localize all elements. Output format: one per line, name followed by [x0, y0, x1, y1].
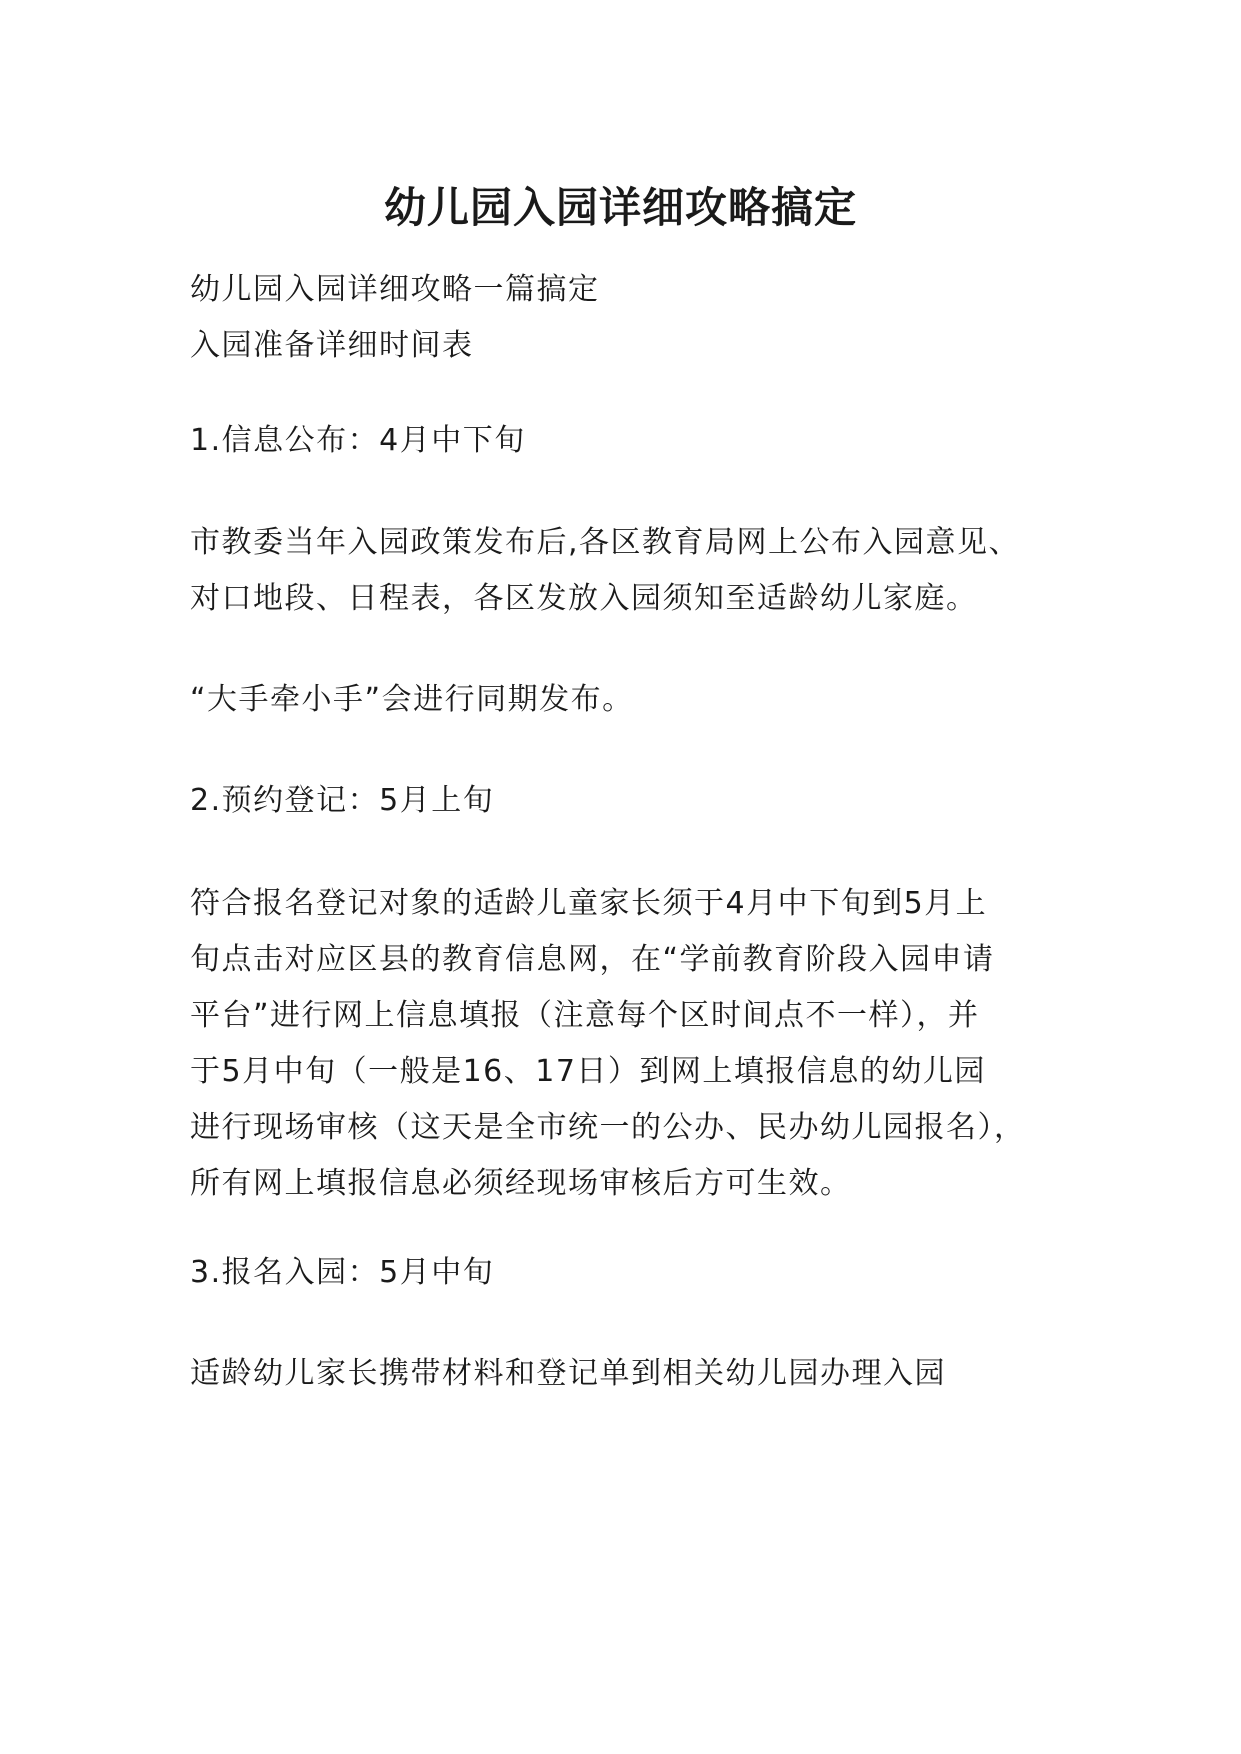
document-subtitle: 幼儿园入园详细攻略一篇搞定 — [190, 272, 600, 307]
section2-line6: 所有网上填报信息必须经现场审核后方可生效。 — [190, 1166, 852, 1201]
intro-block — [190, 262, 1070, 374]
section1-heading: 1.信息公布：4月中下旬 — [190, 423, 526, 458]
section2-line1: 符合报名登记对象的适龄儿童家长须于4月中下旬到5月上 — [190, 886, 988, 921]
section1-heading-block — [190, 413, 1070, 469]
document-title: 幼儿园入园详细攻略搞定 — [383, 183, 857, 233]
section2-heading: 2.预约登记：5月上旬 — [190, 783, 495, 818]
section1-paragraph1 — [190, 515, 1070, 627]
section2-line4: 于5月中旬（一般是16、17日）到网上填报信息的幼儿园 — [190, 1054, 986, 1089]
section3-heading-block — [190, 1245, 1070, 1301]
section1-paragraph2 — [190, 672, 1070, 728]
section1-paragraph1-line2: 对口地段、日程表，各区发放入园须知至适龄幼儿家庭。 — [190, 581, 978, 616]
section3-line1: 适龄幼儿家长携带材料和登记单到相关幼儿园办理入园 — [190, 1356, 946, 1391]
section3-paragraph — [190, 1346, 1070, 1402]
section3-heading: 3.报名入园：5月中旬 — [190, 1255, 495, 1290]
section1-paragraph2-line: “大手牵小手”会进行同期发布。 — [190, 682, 634, 717]
section2-heading-block — [190, 773, 1070, 829]
section2-paragraph — [190, 876, 1070, 1212]
section2-line3: 平台”进行网上信息填报（注意每个区时间点不一样），并 — [190, 998, 980, 1033]
section2-line2: 旬点击对应区县的教育信息网，在“学前教育阶段入园申请 — [190, 942, 995, 977]
schedule-heading: 入园准备详细时间表 — [190, 328, 474, 363]
section2-line5: 进行现场审核（这天是全市统一的公办、民办幼儿园报名）， — [190, 1110, 1026, 1145]
section1-paragraph1-line1: 市教委当年入园政策发布后,各区教育局网上公布入园意见、 — [190, 525, 1021, 560]
